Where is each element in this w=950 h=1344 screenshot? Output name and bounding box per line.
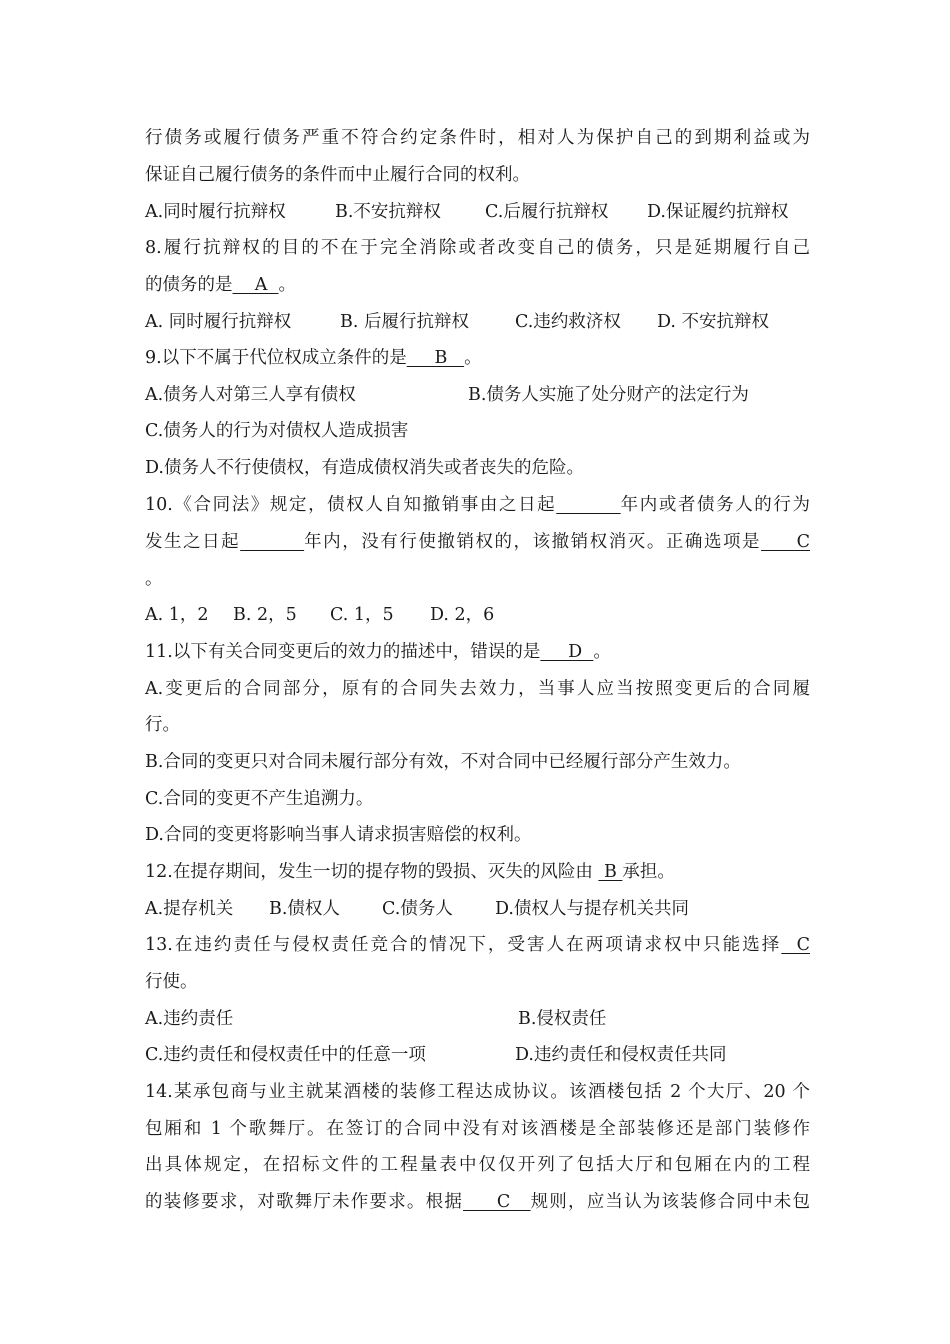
q8-option-c: C.违约救济权 xyxy=(515,312,621,332)
q9-option-b: B.债务人实施了处分财产的法定行为 xyxy=(468,385,749,405)
q14-question-text: 的装修要求，对歌舞厅未作要求。根据 xyxy=(145,1192,464,1212)
q13-answer: C xyxy=(781,935,810,955)
q7-option-a: A.同时履行抗辩权 xyxy=(145,202,286,222)
q7-option-d: D.保证履约抗辩权 xyxy=(647,202,789,222)
q11-option-d: D.合同的变更将影响当事人请求损害赔偿的权利。 xyxy=(145,825,532,845)
q10-question-text-3: 发生之日起 xyxy=(145,532,241,552)
q12-answer: B xyxy=(598,862,623,882)
q11-option-b: B.合同的变更只对合同未履行部分有效，不对合同中已经履行部分产生效力。 xyxy=(145,752,741,772)
q12-option-c: C.债务人 xyxy=(382,899,453,919)
q8-question-line-2 xyxy=(145,267,810,303)
q11-option-a-line-2: 行。 xyxy=(145,715,180,735)
q8-option-a: A. 同时履行抗辩权 xyxy=(145,312,292,332)
q7-option-c: C.后履行抗辩权 xyxy=(485,202,609,222)
q13-option-c: C.违约责任和侵权责任中的任意一项 xyxy=(145,1045,426,1065)
q8-question-text: 的债务的是 xyxy=(145,275,233,295)
q10-question-text-2: 年内或者债务人的行为 xyxy=(620,495,810,515)
q10-question-line-1 xyxy=(145,487,810,523)
q10-option-b: B. 2，5 xyxy=(233,605,297,625)
q10-question-end: 。 xyxy=(145,569,163,589)
q9-options-ab xyxy=(145,377,810,413)
q10-options xyxy=(145,597,810,633)
q10-blank-1 xyxy=(556,495,620,515)
q12-options xyxy=(145,891,810,927)
q9-question-end: 。 xyxy=(464,348,482,368)
q7-options xyxy=(145,194,810,230)
q12-question xyxy=(145,854,810,890)
q13-question-line-2: 行使。 xyxy=(145,972,198,992)
q7-option-b: B.不安抗辩权 xyxy=(335,202,441,222)
q9-option-c: C.债务人的行为对债权人造成损害 xyxy=(145,421,409,441)
q8-question-line-1: 8.履行抗辩权的目的不在于完全消除或者改变自己的债务，只是延期履行自己 xyxy=(145,238,810,258)
q10-question-text-4: 年内，没有行使撤销权的，该撤销权消灭。正确选项是 xyxy=(304,532,762,552)
q8-answer: A xyxy=(232,275,279,295)
q14-answer: C xyxy=(463,1192,531,1212)
q9-question xyxy=(145,340,810,376)
q12-option-b: B.债权人 xyxy=(269,899,340,919)
q12-question-text: 12.在提存期间，发生一切的提存物的毁损、灭失的风险由 xyxy=(145,862,599,882)
q9-answer: B xyxy=(406,348,465,368)
q11-question-text: 11.以下有关合同变更后的效力的描述中，错误的是 xyxy=(145,642,541,662)
q14-question-text-2: 规则，应当认为该装修合同中未包 xyxy=(530,1192,810,1212)
q10-question-line-2 xyxy=(145,524,810,560)
q10-option-d: D. 2，6 xyxy=(430,605,495,625)
q9-option-d: D.债务人不行使债权，有造成债权消失或者丧失的危险。 xyxy=(145,458,584,478)
q9-question-text: 9.以下不属于代位权成立条件的是 xyxy=(145,348,407,368)
q11-question xyxy=(145,634,810,670)
q10-option-a: A. 1，2 xyxy=(145,605,209,625)
q8-option-b: B. 后履行抗辩权 xyxy=(340,312,469,332)
q12-option-d: D.债权人与提存机关共同 xyxy=(495,899,689,919)
q8-options xyxy=(145,304,810,340)
q13-option-a: A.违约责任 xyxy=(145,1009,234,1029)
q7-text-line-1: 行债务或履行债务严重不符合约定条件时，相对人为保护自己的到期利益或为 xyxy=(145,128,810,148)
q11-question-end: 。 xyxy=(593,642,611,662)
q11-answer: D xyxy=(540,642,594,662)
q14-question-line-1: 14.某承包商与业主就某酒楼的装修工程达成协议。该酒楼包括 2 个大厅、20 个 xyxy=(145,1082,810,1102)
q12-option-a: A.提存机关 xyxy=(145,899,234,919)
q13-options-ab xyxy=(145,1001,810,1037)
q13-question-line-1 xyxy=(145,927,810,963)
q7-text-line-2: 保证自己履行债务的条件而中止履行合同的权利。 xyxy=(145,165,530,185)
q13-question-text: 13.在违约责任与侵权责任竞合的情况下，受害人在两项请求权中只能选择 xyxy=(145,935,782,955)
q13-options-cd xyxy=(145,1037,810,1073)
q10-question-text-1: 10.《合同法》规定，债权人自知撤销事由之日起 xyxy=(145,495,557,515)
q10-blank-2 xyxy=(240,532,304,552)
q10-answer: C xyxy=(761,532,810,552)
q13-option-d: D.违约责任和侵权责任共同 xyxy=(515,1045,727,1065)
q14-question-line-4 xyxy=(145,1184,810,1220)
q10-option-c: C. 1，5 xyxy=(330,605,394,625)
q14-question-line-3: 出具体规定，在招标文件的工程量表中仅仅开列了包括大厅和包厢在内的工程 xyxy=(145,1155,810,1175)
q9-option-a: A.债务人对第三人享有债权 xyxy=(145,385,356,405)
q12-question-end: 承担。 xyxy=(622,862,675,882)
q11-option-a-line-1: A.变更后的合同部分，原有的合同失去效力，当事人应当按照变更后的合同履 xyxy=(145,679,810,699)
q8-question-end: 。 xyxy=(278,275,297,295)
q11-option-c: C.合同的变更不产生追溯力。 xyxy=(145,789,374,809)
q13-option-b: B.侵权责任 xyxy=(518,1009,607,1029)
q8-option-d: D. 不安抗辩权 xyxy=(657,312,770,332)
q14-question-line-2: 包厢和 1 个歌舞厅。在签订的合同中没有对该酒楼是全部装修还是部门装修作 xyxy=(145,1119,810,1139)
